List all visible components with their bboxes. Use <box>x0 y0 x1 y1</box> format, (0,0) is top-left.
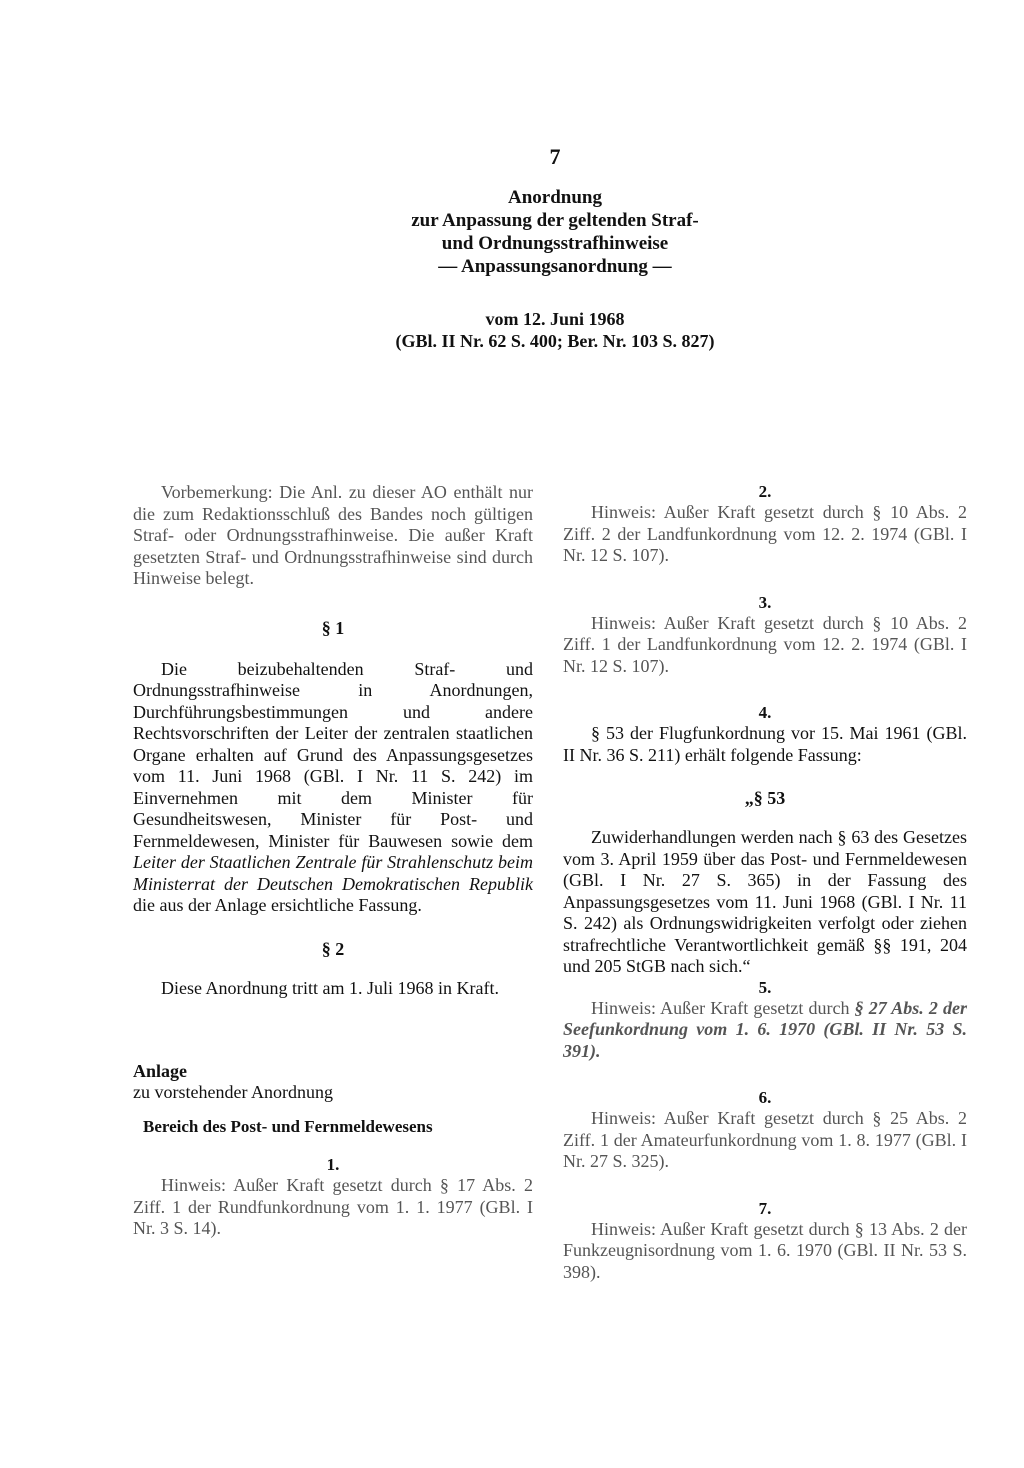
section-1-text-part-1: Die beizubehaltenden Straf- und Ordnungsstrafhinweise in Anordnungen, Durchführungsbestimmungen und andere Rechtsvorschriften der Leiter der zentralen staatlichen Organe erhalten auf Grund des Anpassungsgesetzes vom 11. Juni 1968 (GBl. I Nr. 11 S. 242) im Einvernehmen mit dem Minister für Gesundheitswesen, Minister für Post- und Fernmeldewesen, Minister für Bauwesen sowie dem <box>133 658 533 851</box>
section-1-text-part-2: die aus der Anlage ersichtliche Fassung. <box>133 895 422 915</box>
item-7-text: Hinweis: Außer Kraft gesetzt durch § 13 Abs. 2 der Funkzeugnisordnung vom 1. 6. 1970 (GBl. II Nr. 53 S. 398). <box>563 1218 967 1282</box>
section-1-italic-text: Leiter der Staatlichen Zentrale für Strahlenschutz beim Ministerrat der Deutschen Demokratischen Republik <box>133 852 533 894</box>
vorbemerkung: Vorbemerkung: Die Anl. zu dieser AO enthält nur die zum Redaktionsschluß des Bandes noch gültigen Straf- oder Ordnungsstrafhinweise. Die außer Kraft gesetzten Straf- und Ordnungsstrafhinweise sind durch Hinweise belegt. <box>133 482 533 588</box>
item-1-text: Hinweis: Außer Kraft gesetzt durch § 17 Abs. 2 Ziff. 1 der Rundfunkordnung vom 1. 1. 1977 (GBl. I Nr. 3 S. 14). <box>133 1175 533 1238</box>
section-1-text <box>133 659 533 917</box>
item-3-text: Hinweis: Außer Kraft gesetzt durch § 10 Abs. 2 Ziff. 1 der Landfunkordnung vom 12. 2. 1974 (GBl. I Nr. 12 S. 107). <box>563 612 967 676</box>
section-2-text: Diese Anordnung tritt am 1. Juli 1968 in Kraft. <box>161 977 499 998</box>
item-2-text: Hinweis: Außer Kraft gesetzt durch § 10 Abs. 2 Ziff. 2 der Landfunkordnung vom 12. 2. 1974 (GBl. I Nr. 12 S. 107). <box>563 502 967 565</box>
document-number: 7 <box>549 144 561 169</box>
item-2-number: 2. <box>758 482 772 501</box>
item-4-number: 4. <box>758 703 772 722</box>
right-column <box>563 482 967 1283</box>
item-6-text: Hinweis: Außer Kraft gesetzt durch § 25 Abs. 2 Ziff. 1 der Amateurfunkordnung vom 1. 8. 1977 (GBl. I Nr. 27 S. 325). <box>563 1108 967 1171</box>
document-date: vom 12. Juni 1968 <box>485 309 625 329</box>
section-2-heading: § 2 <box>321 938 345 959</box>
item-1-number: 1. <box>326 1155 340 1174</box>
quote-section-text: Zuwiderhandlungen werden nach § 63 des Gesetzes vom 3. April 1959 über das Post- und Fernmeldewesen (GBl. I Nr. 27 S. 365) in der Fassung des Anpassungsgesetzes vom 11. Juni 1968 (GBl. I Nr. 11 S. 242) als Ordnungswidrigkeiten verfolgt oder ziehen strafrechtliche Verantwortlichkeit gemäß §§ 191, 204 und 205 StGB nach sich.“ <box>563 827 967 976</box>
bereich-heading: Bereich des Post- und Fernmeldewesens <box>143 1117 433 1136</box>
title-line-4: — Anpassungsanordnung — <box>438 256 672 277</box>
quote-section-heading: „§ 53 <box>744 788 786 808</box>
item-3-number: 3. <box>758 592 772 612</box>
item-5-text <box>563 998 967 1063</box>
anlage-subheading: zu vorstehender Anordnung <box>133 1082 333 1102</box>
item-5-text-plain: Hinweis: Außer Kraft gesetzt durch <box>591 997 855 1018</box>
title-line-3: und Ordnungsstrafhinweise <box>441 233 669 254</box>
document-header <box>300 144 810 352</box>
title-line-2: zur Anpassung der geltenden Straf- <box>411 210 699 231</box>
item-4-text: § 53 der Flugfunkordnung vor 15. Mai 1961 (GBl. II Nr. 36 S. 211) erhält folgende Fassung: <box>563 723 967 765</box>
item-6-number: 6. <box>758 1088 772 1107</box>
left-column <box>133 482 533 1240</box>
item-5-text-italic: § 27 Abs. 2 der Seefunkordnung vom 1. 6. 1970 (GBl. II Nr. 53 S. 391). <box>563 997 967 1061</box>
anlage-heading: Anlage <box>133 1061 187 1081</box>
item-7-number: 7. <box>758 1198 772 1218</box>
section-1-heading: § 1 <box>321 617 345 638</box>
title-line-1: Anordnung <box>508 187 602 208</box>
document-reference: (GBl. II Nr. 62 S. 400; Ber. Nr. 103 S. 827) <box>395 331 715 351</box>
item-5-number: 5. <box>758 977 772 997</box>
